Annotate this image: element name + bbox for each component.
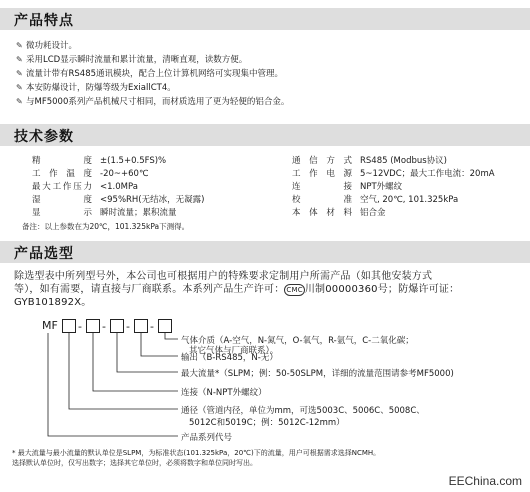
footnote-line: * 最大流量与最小流量的默认单位是SLPM，为标准状态(101.325kPa，20℃)下的流量，用户可根据需求选择NCMH。 — [12, 449, 381, 457]
feature-item: ✎ 与MF5000系列产品机械尺寸相同，而材质选用了更为轻便的铝合金。 — [16, 97, 290, 107]
annotation-bore-cont: 5012C和5019C；例：5012C-12mm） — [189, 418, 345, 428]
spec-row: 湿度 <95%RH(无结冰，无凝露) — [32, 195, 205, 205]
pen-icon: ✎ — [16, 69, 23, 78]
spec-row: 本体材料 铝合金 — [292, 208, 386, 218]
annotation-output: 输出（B-RS485，N-无） — [181, 353, 278, 363]
spec-row: 工作温度 -20~+60℃ — [32, 169, 149, 179]
selection-title: 产品选型 — [14, 246, 74, 262]
pen-icon: ✎ — [16, 55, 23, 64]
code-dash: - — [78, 320, 82, 333]
pen-icon: ✎ — [16, 41, 23, 50]
annotation-gas-medium-cont: 其它气体与厂商联系）。 — [189, 346, 279, 356]
feature-item: ✎ 流量计带有RS485通讯模块，配合上位计算机网络可实现集中管理。 — [16, 69, 284, 79]
spec-row: 最大工作压力 <1.0MPa — [32, 182, 138, 192]
code-dash: - — [102, 320, 106, 333]
selection-paragraph-line: 等），如有需要，请直接与厂商联系。本系列产品生产许可： CMC 川制00000360号；防爆许可证： — [14, 284, 460, 295]
feature-item: ✎ 采用LCD显示瞬时流量和累计流量，清晰直观，读数方便。 — [16, 55, 248, 65]
feature-item: ✎ 本安防爆设计，防爆等级为ExiallCT4。 — [16, 83, 176, 93]
spec-row: 精度 ±(1.5+0.5FS)% — [32, 156, 167, 166]
pen-icon: ✎ — [16, 83, 23, 92]
annotation-bore: 通径（管道内径，单位为mm，可选5003C、5006C、5008C、 — [181, 406, 425, 416]
selection-paragraph-line: 除选型表中所列型号外，本公司也可根据用户的特殊要求定制用户所需产品（如其他安装方式 — [14, 271, 433, 282]
spec-row: 校准 空气, 20℃, 101.325kPa — [292, 195, 459, 205]
spec-row: 连接 NPT外螺纹 — [292, 182, 403, 192]
annotation-max-flow: 最大流量*（SLPM；例：50-50SLPM，详细的流量范围请参考MF5000) — [181, 369, 454, 379]
watermark: EEChina.com — [448, 474, 522, 488]
spec-row: 工作电源 5~12VDC；最大工作电流：20mA — [292, 169, 495, 179]
cmc-cert-icon: CMC — [286, 286, 303, 294]
annotation-series-code: 产品系列代号 — [181, 433, 233, 443]
specs-note: 备注：以上参数在为20℃，101.325kPa下测得。 — [22, 222, 190, 231]
annotation-connection: 连接（N-NPT外螺纹） — [181, 388, 267, 398]
pen-icon: ✎ — [16, 97, 23, 106]
selection-paragraph-line: GYB101892X。 — [14, 297, 92, 308]
specs-title: 技术参数 — [14, 129, 74, 145]
code-dash: - — [150, 320, 154, 333]
annotation-gas-medium: 气体介质（A-空气，N-氮气，O-氧气，R-氩气，C-二氧化碳； — [181, 336, 414, 346]
footnote-line: 选择默认单位时，仅写出数字；选择其它单位时，必须将数字和单位同时写出。 — [12, 459, 257, 467]
spec-row: 通信方式 RS485 (Modbus协议) — [292, 156, 448, 166]
code-dash: - — [126, 320, 130, 333]
spec-row: 显示 瞬时流量；累积流量 — [32, 208, 177, 218]
model-prefix: MF — [42, 319, 58, 332]
feature-item: ✎ 微功耗设计。 — [16, 41, 78, 51]
features-title: 产品特点 — [14, 13, 74, 29]
